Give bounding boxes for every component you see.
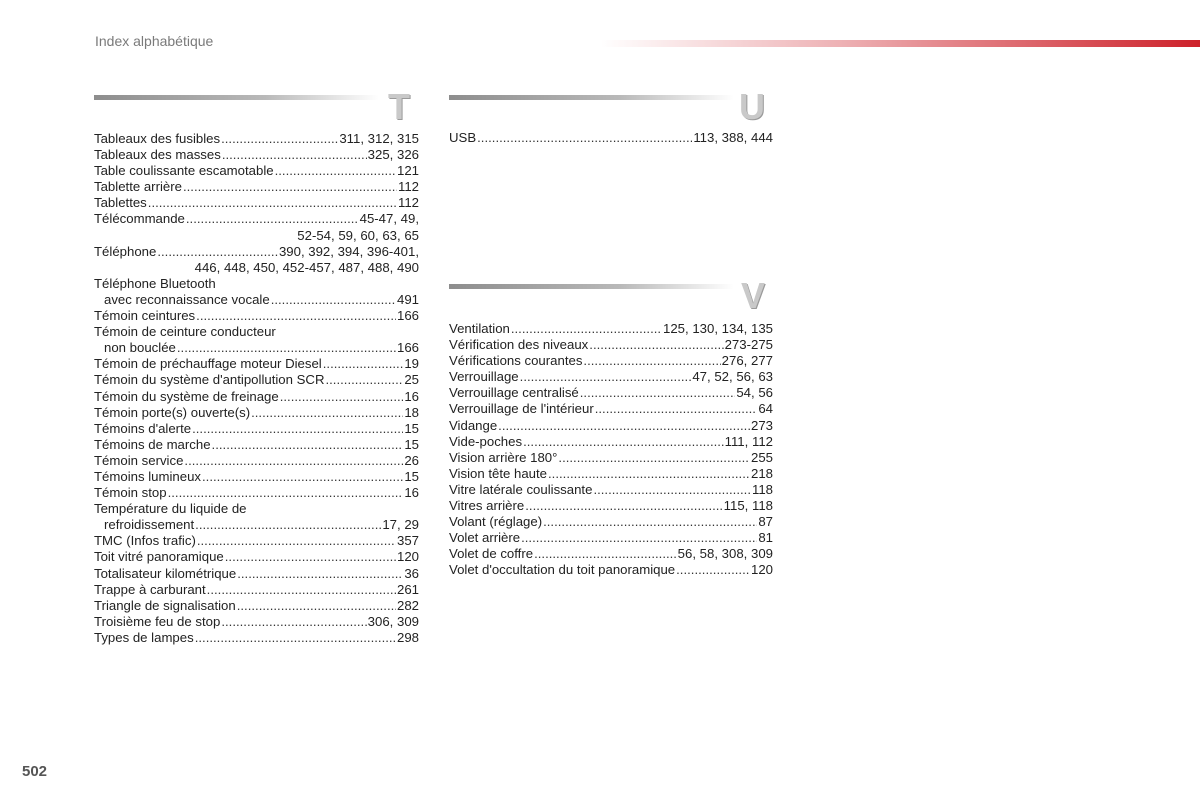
entry-term: Tablette arrière <box>94 179 182 195</box>
entry-pages: 298 <box>396 629 419 645</box>
dot-leader <box>593 482 751 498</box>
entry-term: Témoins de marche <box>94 436 211 452</box>
entry-pages: 112 <box>397 179 419 195</box>
entry-term: Volant (réglage) <box>449 514 543 530</box>
dot-leader <box>212 437 404 453</box>
entry-term: Vision arrière 180° <box>449 449 558 465</box>
dot-leader <box>477 130 692 146</box>
entry-term: Témoin du système de freinage <box>94 388 279 404</box>
index-entry <box>94 533 419 549</box>
dot-leader <box>583 353 720 369</box>
entry-pages: 273-275 <box>724 337 773 353</box>
dot-leader <box>207 582 396 598</box>
entry-pages: 47, 52, 56, 63 <box>692 369 773 385</box>
entry-term: Vérifications courantes <box>449 353 583 369</box>
page-number: 502 <box>22 763 48 780</box>
entry-term: Volet arrière <box>449 530 521 546</box>
entry-pages: 56, 58, 308, 309 <box>677 546 773 562</box>
dot-leader <box>521 530 757 546</box>
dot-leader <box>676 562 750 578</box>
entry-term: Triangle de signalisation <box>94 597 236 613</box>
index-entry <box>94 389 419 405</box>
entry-pages: 311, 312, 315 <box>339 131 419 146</box>
dot-leader <box>195 517 381 533</box>
index-entry <box>94 228 419 244</box>
index-entry <box>94 469 419 485</box>
dot-leader <box>222 147 367 163</box>
entry-pages: 87 <box>758 514 773 530</box>
entry-pages: 166 <box>396 308 419 324</box>
entry-term: Vision tête haute <box>449 465 548 481</box>
index-entry <box>94 356 419 372</box>
entry-term: Témoin service <box>94 452 184 468</box>
index-entry <box>94 517 419 533</box>
index-entry <box>94 195 419 211</box>
index-entry <box>94 179 419 195</box>
entry-pages: 261 <box>396 581 419 597</box>
dot-leader <box>558 450 750 466</box>
dot-leader <box>202 469 403 485</box>
index-entry <box>449 353 773 369</box>
index-entry <box>94 405 419 421</box>
entry-term: Vidange <box>449 417 498 433</box>
dot-leader <box>511 321 662 337</box>
index-entry <box>449 434 773 450</box>
entry-term: USB <box>449 130 477 145</box>
entry-term: Types de lampes <box>94 629 194 645</box>
entry-pages: 25 <box>404 372 419 388</box>
index-entry <box>449 498 773 514</box>
entry-pages: 218 <box>750 465 773 481</box>
dot-leader <box>589 337 723 353</box>
entry-term: Vide-poches <box>449 433 523 449</box>
entry-pages: 255 <box>750 449 773 465</box>
index-entry <box>94 324 419 340</box>
dot-leader <box>237 598 396 614</box>
entry-term: Verrouillage centralisé <box>449 385 579 401</box>
entry-term: Télécommande <box>94 211 185 227</box>
dot-leader <box>325 372 403 388</box>
index-entry <box>94 276 419 292</box>
entry-pages: 45-47, 49, <box>359 211 419 227</box>
entry-pages: 26 <box>404 452 419 468</box>
entry-pages: 325, 326 <box>367 147 419 163</box>
entry-pages: 15 <box>404 420 419 436</box>
dot-leader <box>195 630 396 646</box>
dot-leader <box>221 614 366 630</box>
index-entry <box>449 482 773 498</box>
entry-term: non bouclée <box>104 340 176 356</box>
dot-leader <box>323 356 404 372</box>
entry-pages: 491 <box>396 291 419 307</box>
index-entry <box>449 321 773 337</box>
dot-leader <box>271 292 396 308</box>
dot-leader <box>186 211 359 227</box>
dot-leader <box>184 453 403 469</box>
dot-leader <box>157 244 278 260</box>
entry-pages: 64 <box>758 401 773 417</box>
entry-term: Témoin porte(s) ouverte(s) <box>94 404 251 420</box>
entry-term: Vérification des niveaux <box>449 337 589 353</box>
entry-pages: 357 <box>396 533 419 549</box>
entry-pages: 15 <box>404 468 419 484</box>
dot-leader <box>168 485 404 501</box>
entry-term: Témoin ceintures <box>94 308 196 324</box>
dot-leader <box>525 498 722 514</box>
entry-pages: 390, 392, 394, 396-401, <box>278 243 419 259</box>
entry-term: Vitre latérale coulissante <box>449 481 593 497</box>
entry-pages: 115, 118 <box>723 498 773 514</box>
entry-term: Volet de coffre <box>449 546 534 562</box>
index-entry <box>94 453 419 469</box>
entry-term: Témoin du système d'antipollution SCR <box>94 372 325 388</box>
dot-leader <box>225 549 396 565</box>
index-entry <box>449 385 773 401</box>
index-entry <box>94 598 419 614</box>
entry-term: refroidissement <box>104 517 195 533</box>
entry-term: Témoin stop <box>94 485 167 501</box>
index-list-v <box>449 321 773 579</box>
entry-term: Témoins lumineux <box>94 468 202 484</box>
entry-pages: 166 <box>396 340 419 356</box>
dot-leader <box>280 389 404 405</box>
entry-pages: 120 <box>396 549 419 565</box>
entry-pages: 17, 29 <box>382 517 419 533</box>
section-rule <box>449 284 734 289</box>
index-list-u <box>449 130 773 146</box>
index-entry <box>94 163 419 179</box>
dot-leader <box>192 421 403 437</box>
entry-pages: 16 <box>404 485 419 501</box>
header-accent-bar <box>600 40 1200 47</box>
index-entry <box>449 418 773 434</box>
index-entry <box>94 260 419 276</box>
dot-leader <box>183 179 397 195</box>
dot-leader <box>196 308 396 324</box>
section-letter: U <box>739 86 765 127</box>
entry-term: Téléphone Bluetooth <box>94 275 216 291</box>
index-entry <box>94 549 419 565</box>
entry-pages: 54, 56 <box>736 385 773 401</box>
index-entry <box>94 147 419 163</box>
entry-pages: 113, 388, 444 <box>693 130 773 145</box>
index-entry <box>94 630 419 646</box>
entry-pages: 81 <box>758 530 773 546</box>
entry-term: TMC (Infos trafic) <box>94 533 196 549</box>
index-entry <box>449 562 773 578</box>
index-entry <box>449 450 773 466</box>
entry-pages: 111, 112 <box>724 433 773 449</box>
index-entry <box>94 485 419 501</box>
entry-term: Tablettes <box>94 195 147 211</box>
entry-term: Température du liquide de <box>94 501 247 517</box>
entry-page-continuation: 52-54, 59, 60, 63, 65 <box>297 227 419 243</box>
entry-term: Tableaux des fusibles <box>94 131 221 146</box>
entry-pages: 276, 277 <box>721 353 773 369</box>
index-entry <box>94 372 419 388</box>
index-entry <box>449 530 773 546</box>
index-entry <box>94 582 419 598</box>
entry-pages: 112 <box>397 195 419 211</box>
dot-leader <box>534 546 677 562</box>
section-heading-t <box>94 86 416 132</box>
dot-leader <box>221 131 338 147</box>
dot-leader <box>548 466 750 482</box>
entry-pages: 16 <box>404 388 419 404</box>
index-entry <box>94 211 419 227</box>
entry-term: Table coulissante escamotable <box>94 163 274 179</box>
index-entry <box>94 421 419 437</box>
entry-term: Ventilation <box>449 321 510 336</box>
entry-pages: 118 <box>751 481 773 497</box>
entry-term: Verrouillage <box>449 369 519 385</box>
entry-pages: 125, 130, 134, 135 <box>663 321 773 336</box>
section-letter: T <box>388 86 410 127</box>
section-letter: V <box>740 275 765 316</box>
index-entry <box>449 130 773 146</box>
index-entry <box>449 401 773 417</box>
dot-leader <box>177 340 396 356</box>
entry-pages: 282 <box>396 597 419 613</box>
index-entry <box>94 340 419 356</box>
index-entry <box>449 466 773 482</box>
entry-page-continuation: 446, 448, 450, 452-457, 487, 488, 490 <box>194 259 419 275</box>
dot-leader <box>543 514 757 530</box>
index-entry <box>94 566 419 582</box>
entry-pages: 19 <box>404 356 419 372</box>
entry-pages: 121 <box>396 163 419 179</box>
entry-term: avec reconnaissance vocale <box>104 291 270 307</box>
index-entry <box>94 292 419 308</box>
index-entry <box>94 437 419 453</box>
index-entry <box>449 369 773 385</box>
index-entry <box>94 614 419 630</box>
section-heading-v <box>449 275 771 321</box>
entry-term: Totalisateur kilométrique <box>94 565 237 581</box>
index-entry <box>94 131 419 147</box>
index-entry <box>449 514 773 530</box>
dot-leader <box>148 195 397 211</box>
dot-leader <box>498 418 750 434</box>
section-heading-u <box>449 86 771 132</box>
dot-leader <box>237 566 403 582</box>
section-rule <box>94 95 379 100</box>
entry-pages: 306, 309 <box>367 613 419 629</box>
index-entry <box>94 244 419 260</box>
entry-term: Tableaux des masses <box>94 147 221 163</box>
entry-term: Verrouillage de l'intérieur <box>449 401 594 417</box>
dot-leader <box>580 385 736 401</box>
index-entry <box>94 501 419 517</box>
entry-pages: 273 <box>750 417 773 433</box>
entry-pages: 15 <box>404 436 419 452</box>
index-entry <box>449 546 773 562</box>
entry-term: Témoins d'alerte <box>94 420 192 436</box>
entry-term: Troisième feu de stop <box>94 613 221 629</box>
dot-leader <box>275 163 396 179</box>
entry-term: Toit vitré panoramique <box>94 549 224 565</box>
entry-pages: 120 <box>750 562 773 578</box>
dot-leader <box>523 434 724 450</box>
entry-term: Témoin de préchauffage moteur Diesel <box>94 356 322 372</box>
entry-term: Téléphone <box>94 243 157 259</box>
entry-pages: 36 <box>404 565 419 581</box>
entry-term: Témoin de ceinture conducteur <box>94 324 276 340</box>
index-list-t <box>94 131 419 646</box>
dot-leader <box>197 533 396 549</box>
index-entry <box>449 337 773 353</box>
entry-pages: 18 <box>404 404 419 420</box>
entry-term: Trappe à carburant <box>94 581 206 597</box>
page-header-title: Index alphabétique <box>95 33 214 49</box>
entry-term: Vitres arrière <box>449 498 525 514</box>
dot-leader <box>595 401 758 417</box>
section-rule <box>449 95 734 100</box>
entry-term: Volet d'occultation du toit panoramique <box>449 562 676 578</box>
dot-leader <box>251 405 403 421</box>
dot-leader <box>520 369 692 385</box>
index-entry <box>94 308 419 324</box>
